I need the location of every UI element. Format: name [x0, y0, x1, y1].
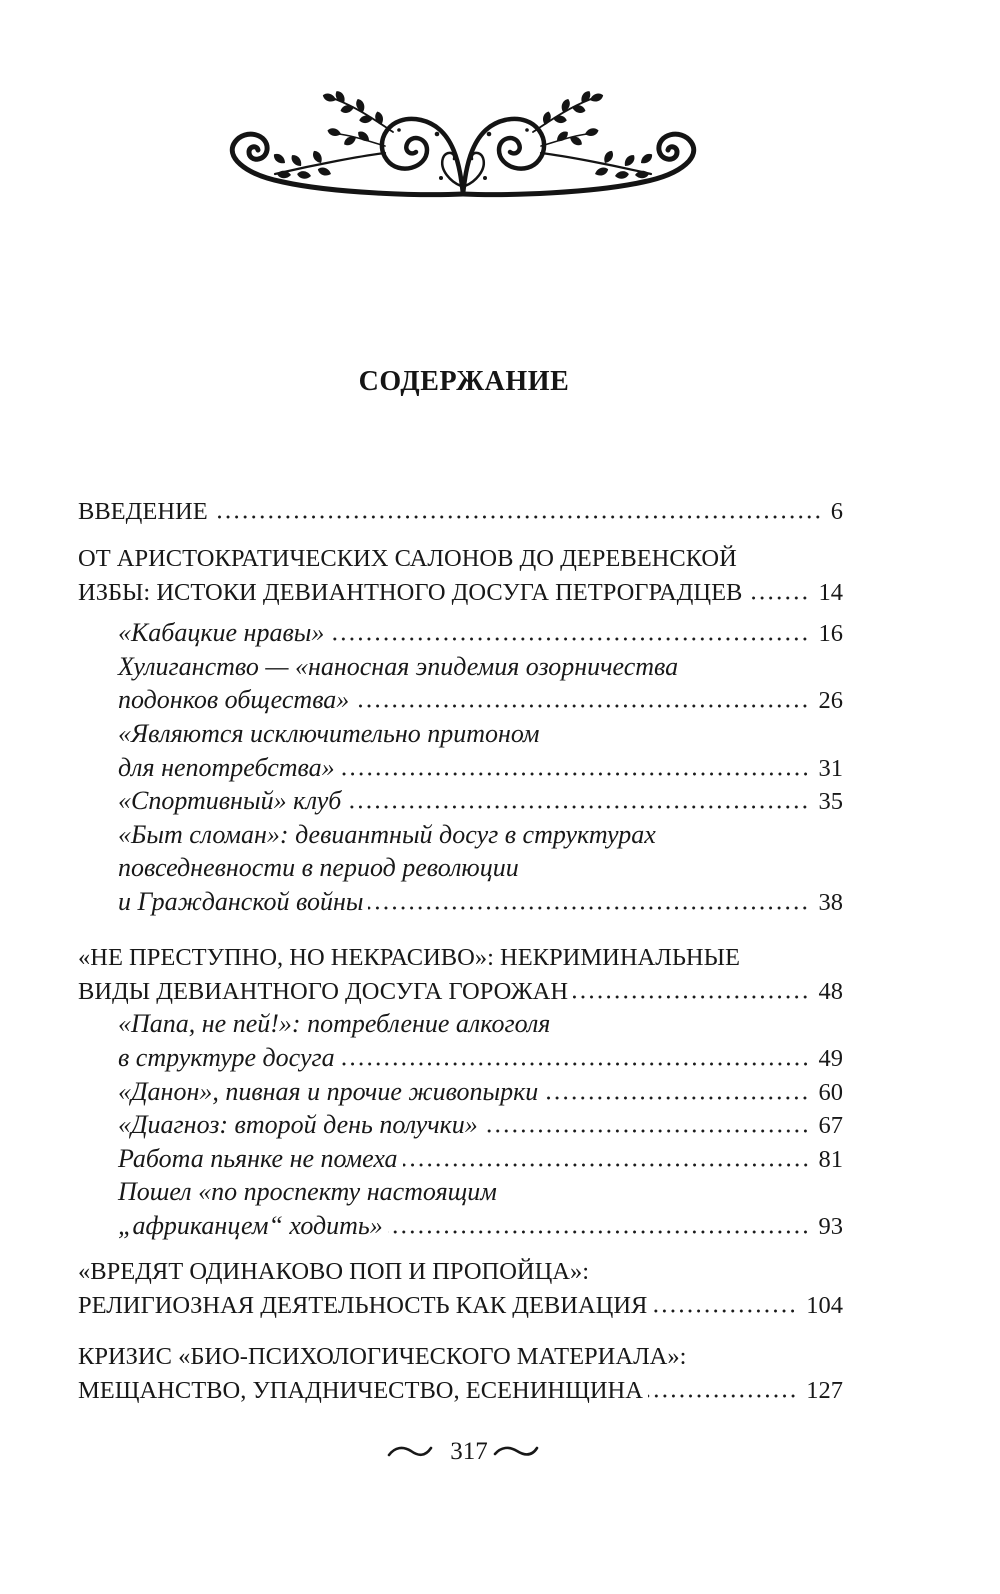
toc-row [78, 1374, 843, 1408]
section-title-line: «Папа, не пей!»: потребление алкоголя [118, 1009, 551, 1039]
section-title: Работа пьянке не помеха [118, 1143, 398, 1173]
section-title-line: Пошел «по проспекту настоящим [118, 1177, 497, 1207]
section-title-line: «Являются исключительно притоном [118, 718, 540, 748]
section-title-line: в структуре досуга [118, 1042, 335, 1072]
page-ref: 104 [806, 1291, 843, 1319]
toc-section-entry [78, 1142, 843, 1176]
dot-leader [747, 596, 809, 600]
chapter-sections [78, 616, 843, 918]
ornament-left-half [232, 90, 463, 195]
toc-row [78, 885, 843, 919]
page-number-footer [0, 1435, 926, 1469]
chapter-title-line: «ВРЕДЯТ ОДИНАКОВО ПОП И ПРОПОЙЦА»: [78, 1258, 590, 1286]
chapter-title: ВВЕДЕНИЕ [78, 498, 208, 525]
dot-leader [213, 515, 822, 519]
ornament-right-half [463, 90, 694, 195]
page-ref: 93 [818, 1212, 843, 1240]
section-title: «Данон», пивная и прочие живопырки [118, 1076, 539, 1106]
toc-row [78, 1289, 843, 1323]
chapter-title-line: КРИЗИС «БИО-ПСИХОЛОГИЧЕСКОГО МАТЕРИАЛА»: [78, 1343, 687, 1371]
dot-leader [368, 906, 809, 910]
section-title-line: и Гражданской войны [118, 886, 364, 916]
toc-chapter-entry [78, 941, 843, 1008]
toc-section-entry [78, 1007, 843, 1074]
dot-leader [483, 1129, 810, 1133]
section-title: «Диагноз: второй день получки» [118, 1110, 478, 1140]
dot-leader [543, 1096, 809, 1100]
page-ref: 38 [818, 888, 843, 916]
dot-leader [648, 1394, 797, 1398]
page-ref: 127 [806, 1377, 843, 1405]
toc-section-entry [78, 1108, 843, 1142]
dot-leader [354, 704, 809, 708]
page-ref: 49 [818, 1044, 843, 1072]
dot-leader [329, 637, 809, 641]
page-ref: 35 [818, 788, 843, 816]
chapter-title-line: ОТ АРИСТОКРАТИЧЕСКИХ САЛОНОВ ДО ДЕРЕВЕНСКОЙ [78, 545, 737, 573]
toc-section-entry [78, 818, 843, 919]
toc-section-entry [78, 1075, 843, 1109]
chapter-title-line: РЕЛИГИОЗНАЯ ДЕЯТЕЛЬНОСТЬ КАК ДЕВИАЦИЯ [78, 1291, 648, 1319]
section-title-line: „африканцем“ ходить» [118, 1210, 383, 1240]
dot-leader [388, 1230, 810, 1234]
page-number: 317 [450, 1438, 488, 1465]
table-of-contents [78, 495, 843, 1408]
toc-chapter-entry [78, 495, 843, 529]
dot-leader [573, 995, 809, 999]
toc-row [78, 1075, 843, 1109]
page-ref: 81 [818, 1145, 843, 1173]
toc-section-entry [78, 717, 843, 784]
dot-leader [652, 1309, 797, 1313]
dot-leader [346, 805, 809, 809]
toc-section-entry [78, 616, 843, 650]
section-title: «Кабацкие нравы» [118, 618, 325, 648]
chapter-title-line: МЕЩАНСТВО, УПАДНИЧЕСТВО, ЕСЕНИНЩИНА [78, 1377, 643, 1405]
toc-row [78, 1108, 843, 1142]
toc-chapter-entry [78, 1340, 843, 1407]
page-ref: 67 [818, 1112, 843, 1140]
section-title: «Спортивный» клуб [118, 786, 342, 816]
toc-row [78, 576, 843, 610]
chapter-title-line: ВИДЫ ДЕВИАНТНОГО ДОСУГА ГОРОЖАН [78, 977, 569, 1005]
toc-section-entry [78, 650, 843, 717]
page-ref: 14 [818, 578, 843, 606]
section-title-line: «Быт сломан»: девиантный досуг в структурах [118, 819, 656, 849]
page-ref: 60 [818, 1078, 843, 1106]
toc-row [78, 784, 843, 818]
swash-tilde-icon [387, 1443, 433, 1461]
section-title-line: повседневности в период революции [118, 853, 519, 883]
page-ref: 48 [818, 977, 843, 1005]
toc-row [78, 1209, 843, 1243]
dot-leader [340, 772, 810, 776]
page-title: СОДЕРЖАНИЕ [358, 366, 570, 397]
toc-row [78, 683, 843, 717]
page-ref: 31 [818, 754, 843, 782]
floral-scroll-icon [213, 90, 713, 202]
page-ref: 26 [818, 687, 843, 715]
toc-row [78, 616, 843, 650]
toc-row [78, 751, 843, 785]
chapter-title-line: «НЕ ПРЕСТУПНО, НО НЕКРАСИВО»: НЕКРИМИНАЛЬНЫЕ [78, 944, 740, 972]
toc-chapter-entry [78, 1255, 843, 1322]
section-title-line: подонков общества» [118, 685, 350, 715]
toc-section-entry [78, 1175, 843, 1242]
dot-leader [403, 1163, 810, 1167]
toc-row [78, 975, 843, 1009]
page-ref: 16 [818, 620, 843, 648]
toc-row [78, 1041, 843, 1075]
toc-section-entry [78, 784, 843, 818]
page-ref: 6 [830, 498, 843, 525]
chapter-sections [78, 1007, 843, 1242]
section-title-line: Хулиганство — «наносная эпидемия озорничества [118, 651, 679, 681]
section-title-line: для непотребства» [118, 752, 335, 782]
swash-tilde-icon [493, 1443, 539, 1461]
toc-chapter-entry [78, 542, 843, 609]
chapter-title-line: ИЗБЫ: ИСТОКИ ДЕВИАНТНОГО ДОСУГА ПЕТРОГРАДЦЕВ [78, 578, 743, 606]
dot-leader [340, 1062, 810, 1066]
toc-row [78, 495, 843, 529]
toc-row [78, 1142, 843, 1176]
